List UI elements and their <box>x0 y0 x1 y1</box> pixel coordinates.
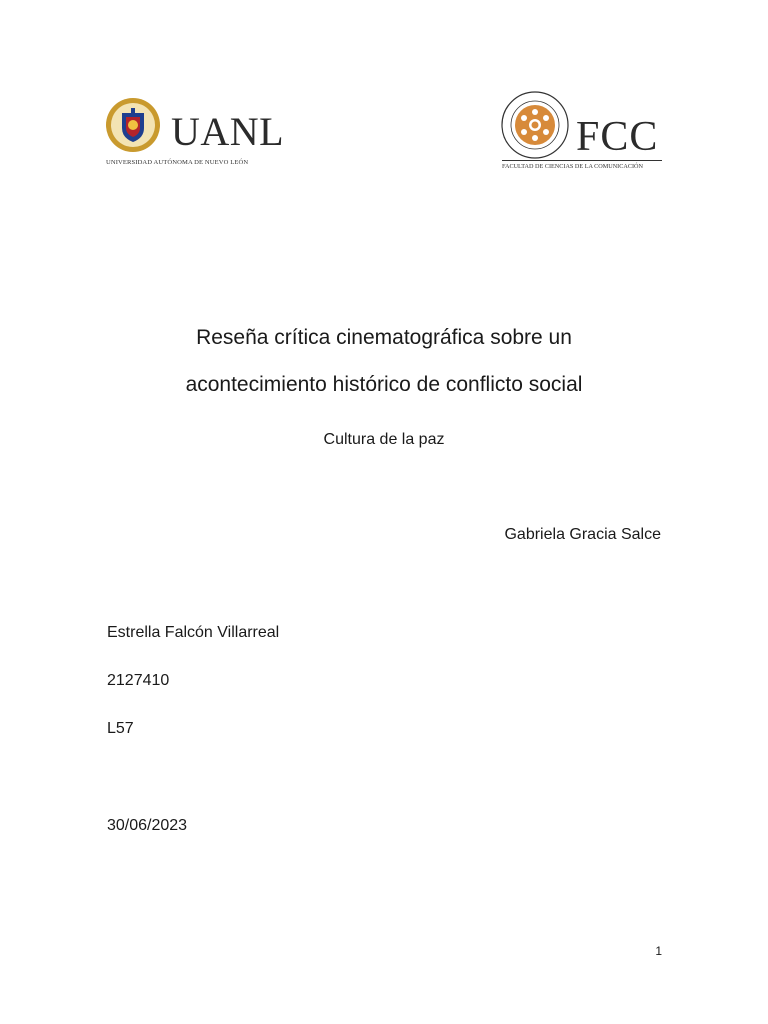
title-line-2: acontecimiento histórico de conflicto social <box>185 373 583 396</box>
document-date: 30/06/2023 <box>107 817 188 834</box>
uanl-logo <box>104 96 285 172</box>
fcc-seal-icon <box>500 90 570 160</box>
fcc-logo <box>500 90 666 174</box>
uanl-wordmark: UANL <box>171 109 285 154</box>
student-id: 2127410 <box>107 672 170 689</box>
fcc-divider <box>502 160 662 161</box>
teacher-name: Gabriela Gracia Salce <box>504 526 661 543</box>
uanl-subtitle: UNIVERSIDAD AUTÓNOMA DE NUEVO LEÓN <box>106 159 249 166</box>
uanl-seal-icon <box>104 96 162 154</box>
page-number: 1 <box>655 944 662 958</box>
student-name: Estrella Falcón Villarreal <box>107 624 280 641</box>
group-code: L57 <box>107 720 134 737</box>
fcc-wordmark: FCC <box>576 114 659 160</box>
course-name: Cultura de la paz <box>323 431 445 448</box>
title-line-1: Reseña crítica cinematográfica sobre un <box>196 326 572 349</box>
fcc-subtitle: FACULTAD DE CIENCIAS DE LA COMUNICACIÓN <box>502 163 643 170</box>
